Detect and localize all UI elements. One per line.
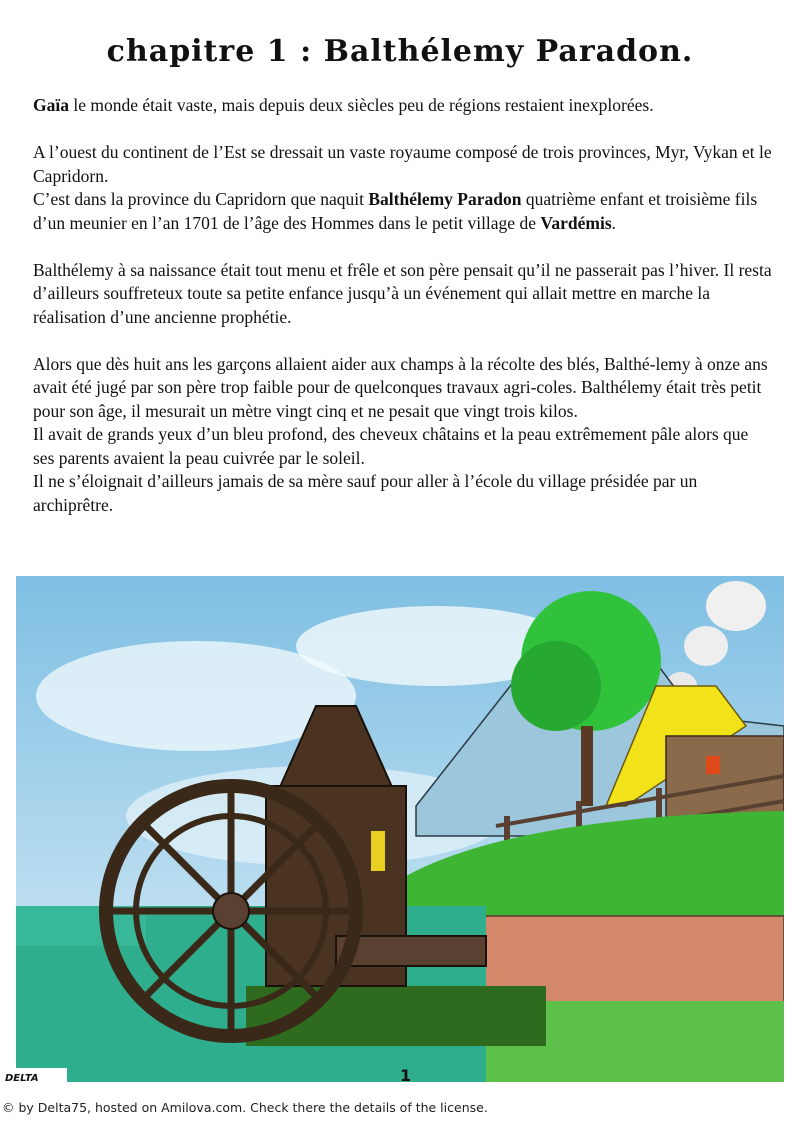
artist-signature: DELTA: [2, 1068, 67, 1090]
text-run: Balthélemy à sa naissance était tout menu et frêle et son père pensait qu’il ne passerait pas l’hiver. Il resta d’ailleurs souffreteux toute sa petite enfance jusqu’à un événement qui allait mettre en marche la réalisation d’une ancienne prophétie.: [33, 259, 772, 327]
paragraph: [33, 353, 773, 424]
story-text: [33, 94, 773, 517]
text-run: Il ne s’éloignait d’ailleurs jamais de sa mère sauf pour aller à l’école du village présidée par un archiprêtre.: [33, 471, 698, 515]
bold-text: Vardémis: [540, 212, 612, 233]
text-run: Alors que dès huit ans les garçons allaient aider aux champs à la récolte des blés, Balthé-lemy à onze ans avait été jugé par son père trop faible pour de quelconques travaux agri-coles. Balthélemy était très petit pour son âge, il mesurait un mètre vingt cinq et ne pesait que vingt trois kilos.: [33, 353, 768, 421]
chapter-title: chapitre 1 : Balthélemy Paradon.: [106, 34, 694, 69]
paragraph-gap: [33, 329, 773, 353]
paragraph: [33, 94, 773, 118]
text-run: Il avait de grands yeux d’un bleu profond, des cheveux châtains et la peau extrêmement pâle alors que ses parents avaient la peau cuivrée par le soleil.: [33, 424, 749, 468]
text-run: A l’ouest du continent de l’Est se dressait un vaste royaume composé de trois provinces, Myr, Vykan et le Capridorn.: [33, 142, 772, 186]
paragraph: [33, 188, 773, 235]
tree-trunk: [581, 726, 593, 806]
tree: [511, 641, 601, 731]
paragraph-gap: [33, 118, 773, 142]
license-credit: © by Delta75, hosted on Amilova.com. Check there the details of the license.: [2, 1100, 488, 1115]
text-run: le monde était vaste, mais depuis deux siècles peu de régions restaient inexplorées.: [68, 95, 654, 115]
watermill-illustration: [16, 576, 784, 1082]
page-number: 1: [400, 1066, 412, 1085]
cottage-window: [706, 756, 720, 774]
bold-text: Balthélemy Paradon: [368, 189, 522, 209]
paragraph: [33, 423, 773, 470]
text-run: .: [611, 212, 617, 233]
paragraph: [33, 259, 773, 330]
paragraph: [33, 141, 773, 188]
mill-window: [371, 831, 385, 871]
smoke: [706, 581, 766, 631]
text-run: C’est dans la province du Capridorn que naquit: [33, 189, 369, 209]
bold-text: Gaïa: [33, 95, 69, 115]
water-wheel-hub: [213, 893, 249, 929]
paragraph-gap: [33, 235, 773, 259]
illustration-svg: [16, 576, 784, 1082]
smoke: [684, 626, 728, 666]
text-run: quatrième enfant et troisième fils d’un meunier en l’an 1701 de l’âge des Hommes dans le petit village de: [33, 189, 758, 233]
paragraph: [33, 470, 773, 517]
